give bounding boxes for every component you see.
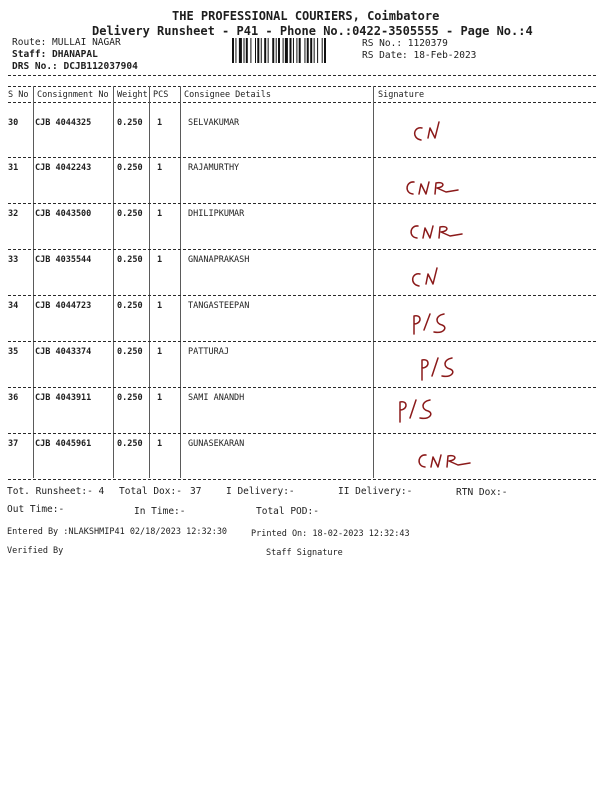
row-pcs: 1 [157, 347, 163, 357]
column-rule [113, 86, 114, 478]
in-time: In Time:- [134, 506, 186, 517]
rtn-dox: RTN Dox:- [456, 487, 508, 498]
col-header-sno: S No [8, 90, 29, 100]
col-header-consignment: Consignment No [37, 90, 109, 100]
row-divider [8, 249, 596, 250]
row-consignee: RAJAMURTHY [188, 163, 240, 173]
handwritten-signature-cn [408, 118, 458, 146]
divider [8, 86, 596, 87]
handwritten-signature-cn [406, 264, 456, 292]
row-consignee: DHILIPKUMAR [188, 209, 245, 219]
total-dox-label: Total Dox:- [119, 486, 182, 497]
row-weight: 0.250 [117, 439, 143, 449]
row-sno: 30 [8, 118, 19, 128]
row-divider [8, 157, 596, 158]
column-rule [149, 86, 150, 478]
row-sno: 37 [8, 439, 19, 449]
handwritten-signature-ps [414, 352, 464, 384]
row-sno: 35 [8, 347, 19, 357]
column-rule [180, 86, 181, 478]
row-pcs: 1 [157, 439, 163, 449]
row-weight: 0.250 [117, 393, 143, 403]
row-pcs: 1 [157, 301, 163, 311]
total-runsheet: Tot. Runsheet:- 4 [7, 486, 105, 497]
handwritten-signature-cnr [406, 220, 466, 246]
row-pcs: 1 [157, 163, 163, 173]
row-consignee: SAMI ANANDH [188, 393, 245, 403]
row-consignment: CJB 4043374 [35, 347, 92, 357]
row-weight: 0.250 [117, 209, 143, 219]
row-consignment: CJB 4043911 [35, 393, 92, 403]
col-header-signature: Signature [378, 90, 425, 100]
row-weight: 0.250 [117, 118, 143, 128]
route-label: Route: MULLAI NAGAR [12, 37, 121, 48]
row-pcs: 1 [157, 209, 163, 219]
col-header-consignee: Consignee Details [184, 90, 271, 100]
row-divider [8, 341, 596, 342]
column-rule [373, 86, 374, 478]
entered-by: Entered By :NLAKSHMIP41 02/18/2023 12:32:30 [7, 527, 228, 537]
row-divider [8, 433, 596, 434]
rs-date: RS Date: 18-Feb-2023 [362, 50, 477, 61]
drs-number: DRS No.: DCJB112037904 [12, 61, 138, 72]
barcode [232, 38, 356, 63]
row-consignment: CJB 4044325 [35, 118, 92, 128]
row-sno: 32 [8, 209, 19, 219]
staff-signature-label: Staff Signature [266, 548, 343, 558]
row-consignee: GNANAPRAKASH [188, 255, 250, 265]
row-consignment: CJB 4042243 [35, 163, 92, 173]
row-consignment: CJB 4045961 [35, 439, 92, 449]
row-divider [8, 203, 596, 204]
handwritten-signature-ps [392, 394, 442, 426]
row-consignee: TANGASTEEPAN [188, 301, 250, 311]
rs-number: RS No.: 1120379 [362, 38, 448, 49]
out-time: Out Time:- [7, 504, 65, 515]
total-pod: Total POD:- [256, 506, 319, 517]
printed-on: Printed On: 18-02-2023 12:32:43 [251, 529, 410, 539]
row-consignment: CJB 4044723 [35, 301, 92, 311]
row-weight: 0.250 [117, 163, 143, 173]
row-sno: 33 [8, 255, 19, 265]
row-divider [8, 387, 596, 388]
row-divider [8, 479, 596, 480]
row-weight: 0.250 [117, 301, 143, 311]
row-pcs: 1 [157, 393, 163, 403]
row-sno: 31 [8, 163, 19, 173]
i-delivery: I Delivery:- [226, 486, 295, 497]
row-pcs: 1 [157, 255, 163, 265]
row-sno: 34 [8, 301, 19, 311]
row-divider [8, 295, 596, 296]
col-header-weight: Weight [117, 90, 148, 100]
divider [8, 75, 596, 76]
row-consignment: CJB 4035544 [35, 255, 92, 265]
row-consignee: SELVAKUMAR [188, 118, 240, 128]
ii-delivery: II Delivery:- [338, 486, 413, 497]
column-rule [33, 86, 34, 478]
row-weight: 0.250 [117, 347, 143, 357]
staff-label: Staff: DHANAPAL [12, 49, 98, 60]
row-consignee: GUNASEKARAN [188, 439, 245, 449]
handwritten-signature-cnr [402, 176, 462, 202]
verified-by: Verified By [7, 546, 64, 556]
row-sno: 36 [8, 393, 19, 403]
row-weight: 0.250 [117, 255, 143, 265]
row-consignee: PATTURAJ [188, 347, 229, 357]
handwritten-signature-ps [406, 308, 456, 338]
divider [8, 102, 596, 103]
company-title: THE PROFESSIONAL COURIERS, Coimbatore [172, 9, 440, 23]
col-header-pcs: PCS [153, 90, 169, 100]
row-pcs: 1 [157, 118, 163, 128]
total-dox-value: 37 [190, 486, 202, 497]
row-consignment: CJB 4043500 [35, 209, 92, 219]
handwritten-signature-cnr [414, 449, 474, 475]
runsheet-subtitle: Delivery Runsheet - P41 - Phone No.:0422-3505555 - Page No.:4 [92, 24, 533, 38]
